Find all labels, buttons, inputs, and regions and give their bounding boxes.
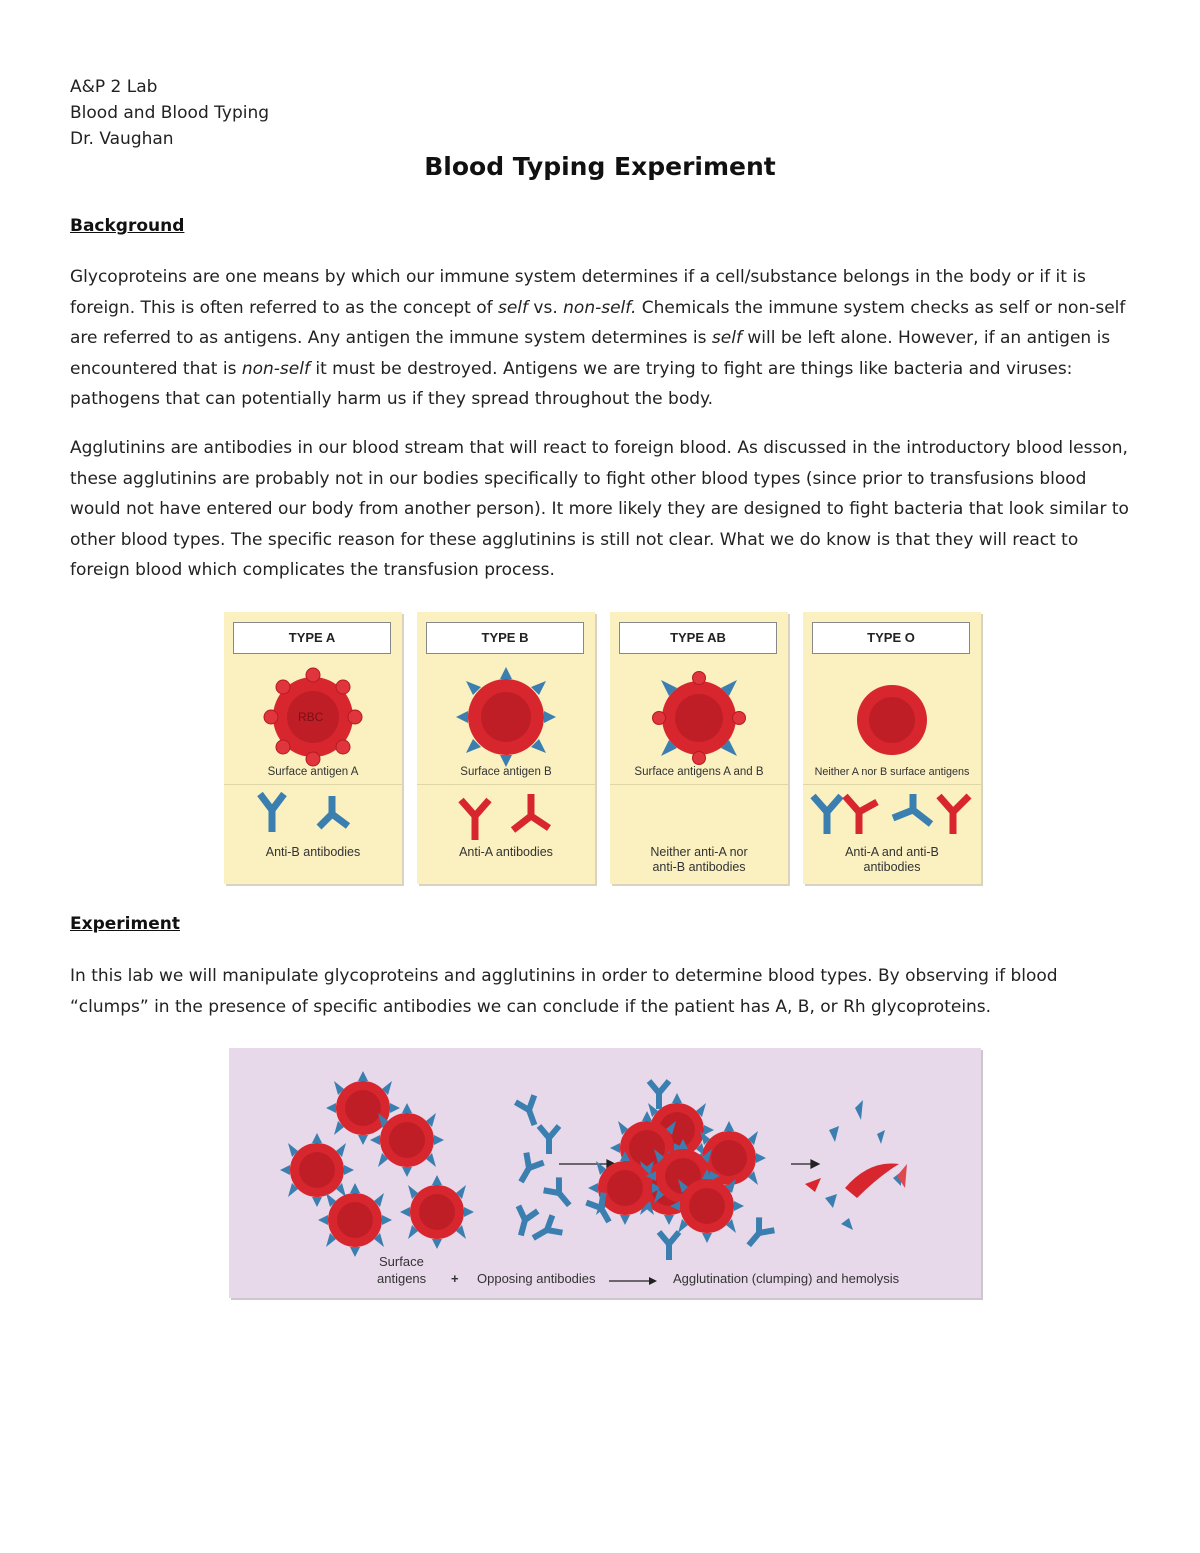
caption-line-1: Neither anti-A nor: [650, 845, 748, 859]
agglutination-illustration: [229, 1048, 981, 1298]
panel-divider: [803, 784, 981, 785]
p1-italic-nonself-2: non-self: [241, 358, 310, 379]
arrow-2: [791, 1160, 819, 1168]
rbc-with-antigens-a-and-b: [653, 672, 746, 765]
surface-label-line2: antigens: [377, 1271, 427, 1286]
surface-label-line1: Surface: [379, 1254, 424, 1269]
agglutination-figure: [229, 1048, 981, 1298]
type-b-antigen-caption: Surface antigen B: [460, 766, 552, 778]
type-o-antigen-caption: Neither A nor B surface antigens: [814, 766, 970, 778]
type-a-antibody-caption: [224, 845, 402, 860]
caption-line-2: antibodies: [863, 860, 921, 874]
p1-text-c: Chemicals the immune system checks as self or non-self are referred to as antigens. Any antigen the immune system determines is: [70, 297, 1126, 348]
type-a-antigen-caption: Surface antigen A: [267, 766, 359, 778]
caption-line-2: anti-B antibodies: [652, 860, 746, 874]
type-o-label: TYPE O: [812, 622, 970, 654]
type-a-panel: [224, 612, 402, 884]
p1-text-e: it must be destroyed. Antigens we are trying to fight are things like bacteria and viruses: pathogens that can potentially harm us if they spread throughout the body.: [70, 358, 1073, 409]
document-header: [70, 74, 269, 152]
course-line: A&P 2 Lab: [70, 77, 158, 97]
p1-italic-self: self: [497, 297, 529, 318]
experiment-heading: Experiment: [70, 914, 180, 934]
caption-line-1: Anti-A and anti-B: [845, 845, 939, 859]
background-paragraph-1: [70, 262, 1130, 415]
type-b-antibody-caption: [417, 845, 595, 860]
arrow-1: [559, 1160, 615, 1168]
p1-italic-self-2: self: [711, 328, 742, 348]
caption-arrow: [609, 1276, 659, 1286]
opposing-antibodies: [511, 1095, 577, 1246]
background-heading: Background: [70, 216, 185, 236]
rbc-with-antigen-b: [456, 667, 556, 767]
type-o-panel: [803, 612, 981, 884]
rbc-label: RBC: [298, 710, 324, 724]
blood-types-figure: [224, 612, 986, 888]
type-ab-panel: [610, 612, 788, 884]
page-title: Blood Typing Experiment: [424, 152, 776, 181]
panel-divider: [610, 784, 788, 785]
hemolysis-fragments: [805, 1100, 907, 1230]
panel-divider: [224, 784, 402, 785]
rbc-no-antigens: [857, 685, 927, 755]
type-ab-antigen-caption: Surface antigens A and B: [634, 766, 764, 778]
p1-text-b: vs.: [528, 297, 564, 318]
type-b-panel: [417, 612, 595, 884]
anti-a-antibodies: [461, 794, 549, 840]
caption-line-1: Anti-A antibodies: [459, 845, 553, 859]
type-ab-antibody-caption: [610, 845, 788, 875]
type-b-label: TYPE B: [426, 622, 584, 654]
topic-line: Blood and Blood Typing: [70, 103, 270, 123]
p1-text-a: Glycoproteins are one means by which our immune system determines if a cell/substance belongs in the body or if it is foreign. This is often referred to as the concept of: [70, 267, 1086, 318]
instructor-line: Dr. Vaughan: [70, 129, 174, 149]
result-label: Agglutination (clumping) and hemolysis: [673, 1271, 900, 1286]
experiment-paragraph: In this lab we will manipulate glycoproteins and agglutinins in order to determine blood types. By observing if blood “clumps” in the presence of specific antibodies we can conclude if the patient has A, B, or Rh glycoproteins.: [70, 966, 1058, 1017]
surface-antigen-cells: [280, 1071, 474, 1257]
anti-a-and-anti-b-antibodies: [813, 794, 969, 834]
plus-sign: +: [451, 1271, 459, 1286]
anti-b-antibodies: [260, 794, 348, 832]
caption-line-1: Anti-B antibodies: [265, 845, 361, 859]
agglutinated-clump: [586, 1081, 774, 1260]
background-paragraph-2: Agglutinins are antibodies in our blood stream that will react to foreign blood. As discussed in the introductory blood lesson, these agglutinins are probably not in our bodies specifically to fight other blood types (since prior to transfusions blood would not have entered our body from another person). It more likely they are designed to fight bacteria that look similar to other blood types. The specific reason for these agglutinins is still not clear. What we do know is that they will react to foreign blood which complicates the transfusion process.: [70, 438, 1129, 580]
p1-italic-nonself: non-self.: [563, 297, 637, 318]
type-ab-label: TYPE AB: [619, 622, 777, 654]
type-a-label: TYPE A: [233, 622, 391, 654]
antibodies-label: Opposing antibodies: [477, 1271, 596, 1286]
panel-divider: [417, 784, 595, 785]
type-o-antibody-caption: [803, 845, 981, 875]
p1-text-d: will be left alone. However, if an antigen is encountered that is: [70, 328, 1111, 379]
